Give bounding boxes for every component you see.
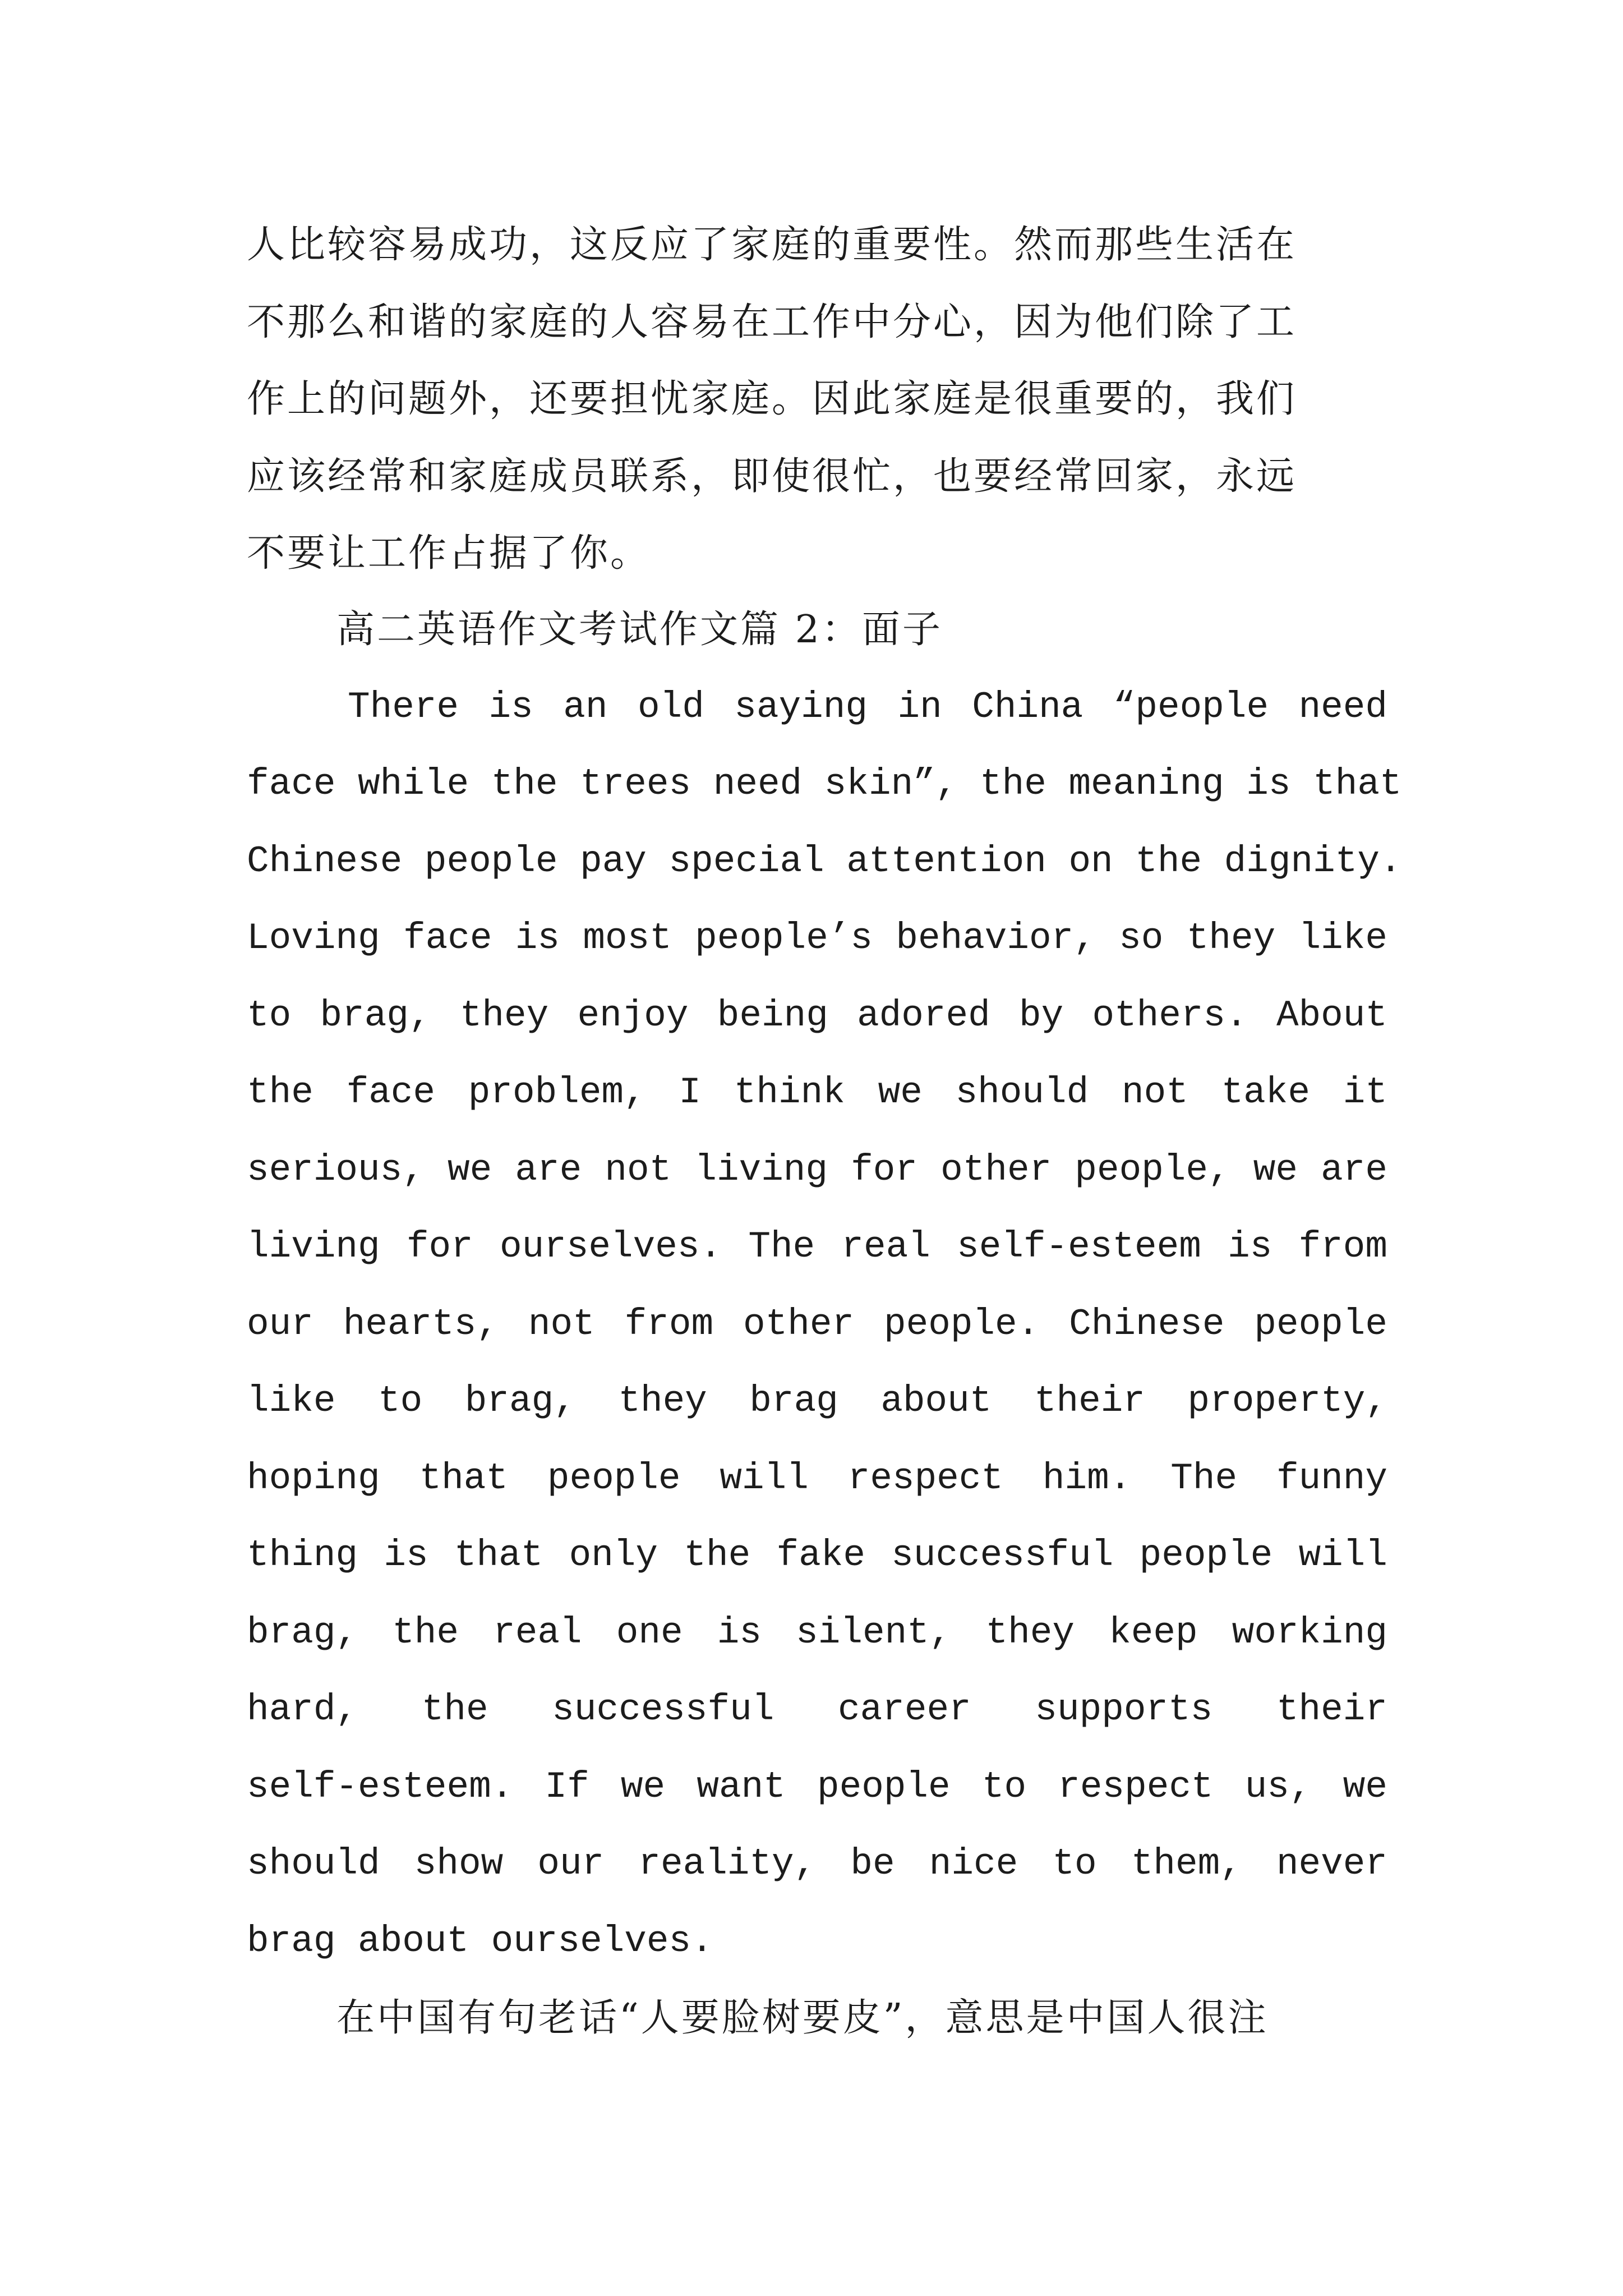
english-line-16: should show our reality, be nice to them, never [247, 1843, 1387, 1885]
document-page [247, 0, 1402, 2296]
english-line-12: thing is that only the fake successful people will [247, 1534, 1387, 1576]
english-line-4: Loving face is most people’s behavior, so they like [247, 917, 1387, 959]
english-line-3: Chinese people pay special attention on the dignity. [247, 840, 1402, 882]
english-line-9: our hearts, not from other people. Chinese people [247, 1303, 1387, 1345]
chinese-paragraph-line-1: 在中国有句老话“人要脸树要皮”，意思是中国人很注 [336, 1996, 1269, 2040]
english-line-6: the face problem, I think we should not take it [247, 1071, 1387, 1114]
paragraph-1-line-1: 人比较容易成功，这反应了家庭的重要性。然而那些生活在 [247, 223, 1297, 267]
paragraph-1-line-3: 作上的问题外，还要担忧家庭。因此家庭是很重要的，我们 [247, 377, 1297, 421]
english-line-2: face while the trees need skin”, the meaning is that [247, 763, 1402, 805]
english-line-14: hard, the successful career supports their [247, 1688, 1387, 1731]
english-line-17: brag about ourselves. [247, 1920, 713, 1962]
english-line-8: living for ourselves. The real self-esteem is from [247, 1226, 1387, 1268]
english-line-5: to brag, they enjoy being adored by others. About [247, 995, 1387, 1037]
paragraph-1-line-4: 应该经常和家庭成员联系，即使很忙，也要经常回家，永远 [247, 454, 1297, 499]
english-line-11: hoping that people will respect him. The funny [247, 1457, 1387, 1499]
english-line-15: self-esteem. If we want people to respect us, we [247, 1766, 1387, 1808]
section-heading: 高二英语作文考试作文篇 2：面子 [336, 608, 943, 652]
english-line-10: like to brag, they brag about their property, [247, 1380, 1387, 1422]
english-line-13: brag, the real one is silent, they keep working [247, 1612, 1387, 1654]
paragraph-1-line-5: 不要让工作占据了你。 [247, 531, 651, 576]
english-line-1: There is an old saying in China “people need [348, 686, 1387, 728]
paragraph-1-line-2: 不那么和谐的家庭的人容易在工作中分心，因为他们除了工 [247, 300, 1297, 344]
english-line-7: serious, we are not living for other people, we are [247, 1149, 1387, 1191]
